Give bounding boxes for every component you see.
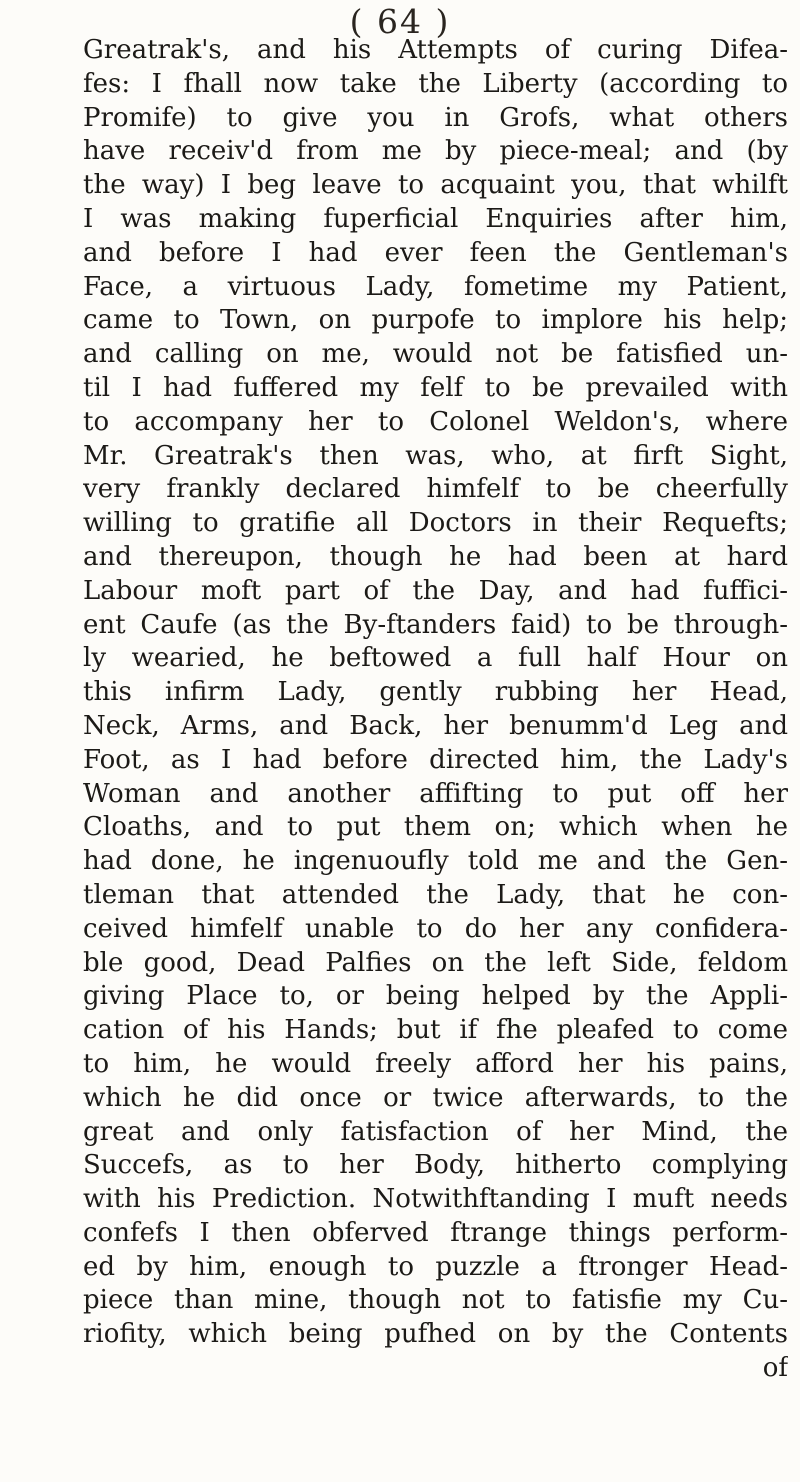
text-line: cation of his Hands; but if fhe pleafed to come bbox=[83, 1015, 788, 1046]
text-line: I was making fuperficial Enquiries after him, bbox=[83, 203, 788, 234]
catchword: of bbox=[762, 1353, 788, 1384]
text-line: ent Caufe (as the By-ftanders faid) to be through- bbox=[83, 609, 788, 640]
text-line: which he did once or twice afterwards, to the bbox=[83, 1082, 788, 1113]
text-line: giving Place to, or being helped by the Appli- bbox=[83, 981, 788, 1012]
text-line: Labour moft part of the Day, and had fuffici- bbox=[83, 575, 788, 606]
text-line: the way) I beg leave to acquaint you, that whilft bbox=[83, 170, 788, 201]
text-line: ceived himfelf unable to do her any confidera- bbox=[83, 913, 788, 944]
text-line: Neck, Arms, and Back, her benumm'd Leg and bbox=[83, 710, 788, 741]
text-line: Woman and another affifting to put off her bbox=[83, 778, 788, 809]
text-line: and calling on me, would not be fatisfied un- bbox=[83, 339, 788, 370]
text-line: Mr. Greatrak's then was, who, at firft Sight, bbox=[83, 440, 788, 471]
text-line: and before I had ever feen the Gentleman's bbox=[83, 237, 788, 268]
text-line: to him, he would freely afford her his pains, bbox=[83, 1048, 788, 1079]
text-line: riofity, which being pufhed on by the Contents bbox=[83, 1319, 788, 1350]
text-line: with his Prediction. Notwithftanding I muft needs bbox=[83, 1184, 788, 1215]
text-line: fes: I fhall now take the Liberty (according to bbox=[83, 68, 788, 99]
body-text bbox=[83, 34, 788, 1386]
text-line: Cloaths, and to put them on; which when he bbox=[83, 812, 788, 843]
text-line: this infirm Lady, gently rubbing her Head, bbox=[83, 677, 788, 708]
text-line: Greatrak's, and his Attempts of curing Difea- bbox=[83, 35, 788, 65]
text-line: have receiv'd from me by piece-meal; and (by bbox=[83, 136, 788, 167]
text-line: had done, he ingenuoufly told me and the Gen- bbox=[83, 846, 788, 877]
text-line: Face, a virtuous Lady, fometime my Patient, bbox=[83, 271, 788, 302]
text-line: very frankly declared himfelf to be cheerfully bbox=[83, 474, 788, 505]
text-line: confefs I then obferved ftrange things perform- bbox=[83, 1217, 788, 1248]
text-line: willing to gratifie all Doctors in their Requefts; bbox=[83, 508, 788, 539]
text-line: ly wearied, he beftowed a full half Hour on bbox=[83, 643, 788, 674]
text-line: Succefs, as to her Body, hitherto complying bbox=[83, 1150, 788, 1181]
text-line: came to Town, on purpofe to implore his help; bbox=[83, 305, 788, 336]
text-line: piece than mine, though not to fatisfie my Cu- bbox=[83, 1285, 788, 1316]
text-line: ed by him, enough to puzzle a ftronger Head- bbox=[83, 1251, 788, 1282]
text-line: great and only fatisfaction of her Mind, the bbox=[83, 1116, 788, 1147]
text-line: tleman that attended the Lady, that he con- bbox=[83, 879, 788, 910]
text-line: til I had fuffered my felf to be prevailed with bbox=[83, 372, 788, 403]
text-line: Promife) to give you in Grofs, what others bbox=[83, 102, 788, 133]
text-line: and thereupon, though he had been at hard bbox=[83, 541, 788, 572]
text-line: to accompany her to Colonel Weldon's, where bbox=[83, 406, 788, 437]
page-number: ( 64 ) bbox=[349, 2, 451, 41]
text-line: ble good, Dead Palfies on the left Side, feldom bbox=[83, 947, 788, 978]
text-line: Foot, as I had before directed him, the Lady's bbox=[83, 744, 788, 775]
